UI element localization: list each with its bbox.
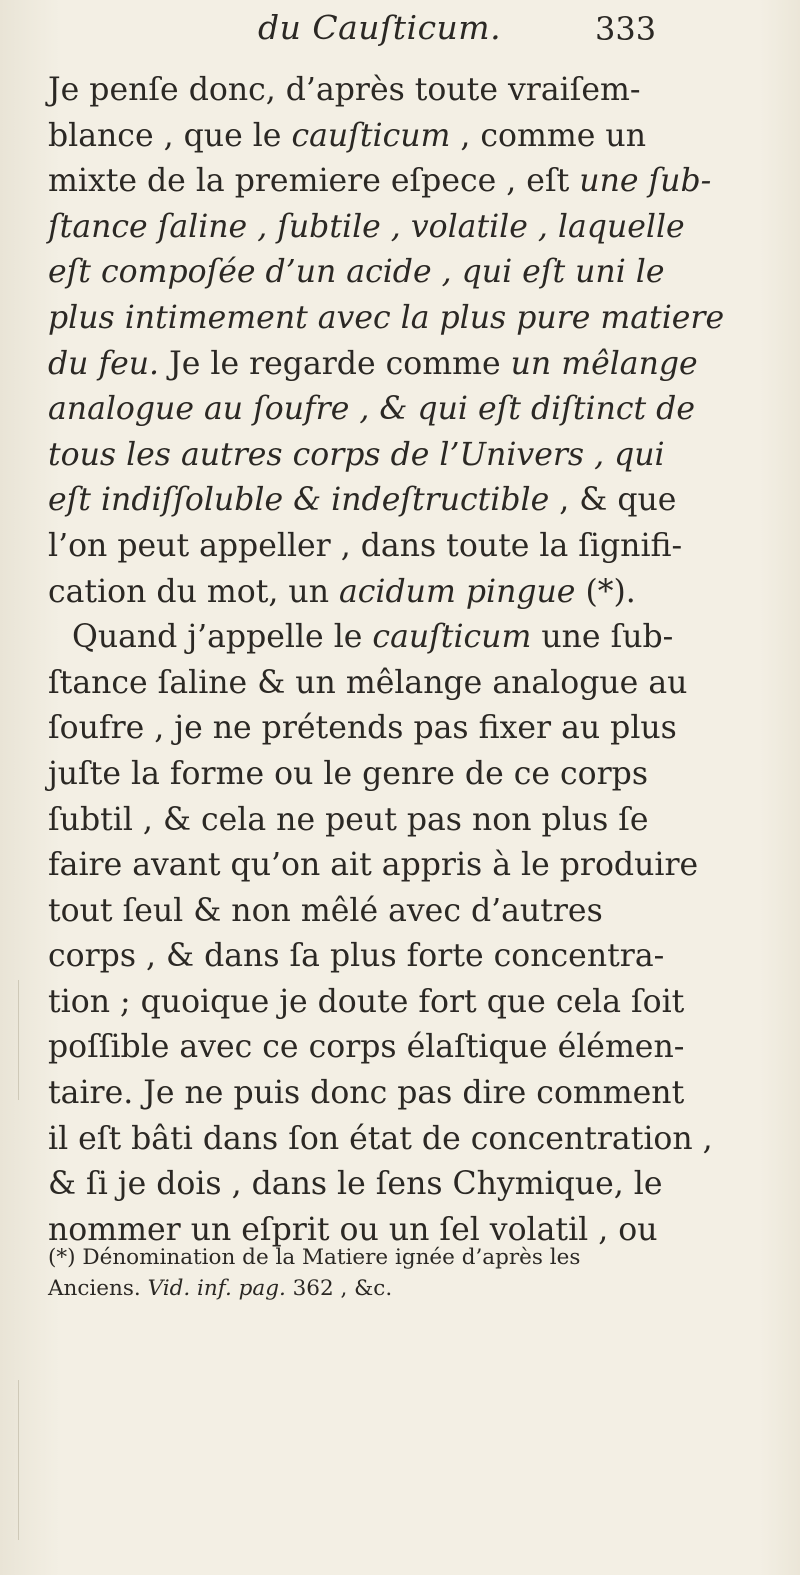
text-run: , comme un	[450, 117, 646, 154]
text-line	[48, 615, 748, 661]
text-line	[48, 798, 748, 844]
text-run: ſtance ſaline & un mêlange analogue au	[48, 664, 688, 701]
text-run: ſoufre , je ne prétends pas fixer au plus	[48, 710, 677, 747]
text-line	[48, 1025, 748, 1071]
text-line	[48, 478, 748, 524]
running-head	[0, 4, 800, 64]
italic-text: cauſticum	[291, 117, 451, 154]
text-line	[48, 342, 748, 388]
text-run: blance , que le	[48, 117, 292, 154]
text-run: cation du mot, un	[48, 573, 339, 610]
italic-text: un mêlange	[510, 345, 698, 382]
text-run: Quand j’appelle le	[72, 619, 373, 656]
text-line	[48, 524, 748, 570]
page-number: 333	[595, 10, 657, 48]
text-line	[48, 296, 748, 342]
gutter-shadow	[18, 980, 19, 1100]
text-run: il eſt bâti dans ſon état de concentration ,	[48, 1120, 713, 1157]
text-run: Anciens.	[48, 1276, 148, 1301]
text-run: nommer un eſprit ou un ſel volatil , ou	[48, 1211, 658, 1248]
text-line	[48, 250, 748, 296]
italic-text: Vid. inf. pag.	[147, 1276, 286, 1301]
text-run: 362 , &c.	[285, 1276, 393, 1301]
text-line	[48, 570, 748, 616]
italic-text: acidum pingue	[339, 573, 576, 610]
text-line	[48, 387, 748, 433]
text-line	[48, 843, 748, 889]
text-run: faire avant qu’on ait appris à le produire	[48, 847, 699, 884]
italic-text: tous les autres corps de l’Univers , qui	[48, 436, 665, 473]
italic-text: ſtance ſaline , ſubtile , volatile , laquelle	[48, 208, 685, 245]
italic-text: cauſticum	[372, 619, 532, 656]
text-line	[48, 661, 748, 707]
footnote-line	[48, 1273, 748, 1304]
italic-text: une ſub-	[579, 163, 712, 200]
text-run: Je le regarde comme	[159, 345, 511, 382]
text-run: corps , & dans ſa plus forte concentra-	[48, 938, 665, 975]
text-run: tion ; quoique je doute fort que cela ſoit	[48, 983, 685, 1020]
text-run: (*) Dénomination de la Matiere ignée d’après les	[48, 1245, 581, 1270]
text-line	[48, 934, 748, 980]
text-run: & ſi je dois , dans le ſens Chymique, le	[48, 1166, 663, 1203]
italic-text: analogue au ſoufre , & qui eſt diſtinct de	[48, 391, 695, 428]
italic-text: eſt indiſſoluble & indeſtructible	[48, 482, 550, 519]
italic-text: plus intimement avec la plus pure matiere	[48, 299, 725, 336]
text-run: tout ſeul & non mêlé avec d’autres	[48, 892, 603, 929]
text-run: ſubtil , & cela ne peut pas non plus ſe	[48, 801, 649, 838]
text-run: mixte de la premiere eſpece , eſt	[48, 163, 580, 200]
text-run: juſte la forme ou le genre de ce corps	[48, 755, 649, 792]
footnote	[48, 1242, 748, 1304]
text-line	[48, 433, 748, 479]
text-line	[48, 68, 748, 114]
text-line	[48, 1162, 748, 1208]
gutter-shadow	[18, 1380, 19, 1540]
body-text	[48, 68, 748, 1253]
italic-text: eſt compoſée d’un acide , qui eſt uni le	[48, 254, 665, 291]
text-line	[48, 752, 748, 798]
text-line	[48, 205, 748, 251]
text-line	[48, 114, 748, 160]
text-run: poſſible avec ce corps élaſtique élémen-	[48, 1029, 685, 1066]
text-run: (*).	[575, 573, 636, 610]
text-line	[48, 1071, 748, 1117]
text-run: l’on peut appeller , dans toute la ſignifi-	[48, 527, 683, 564]
text-line	[48, 706, 748, 752]
text-line	[48, 980, 748, 1026]
text-run: Je penſe donc, d’après toute vraiſem-	[48, 72, 641, 108]
footnote-line	[48, 1242, 748, 1273]
running-title: du Cauſticum.	[258, 8, 502, 47]
text-run: , & que	[549, 482, 677, 519]
text-run: une ſub-	[531, 619, 674, 656]
text-run: taire. Je ne puis donc pas dire comment	[48, 1075, 685, 1112]
text-line	[48, 159, 748, 205]
text-line	[48, 889, 748, 935]
text-line	[48, 1117, 748, 1163]
italic-text: du feu.	[48, 345, 160, 382]
